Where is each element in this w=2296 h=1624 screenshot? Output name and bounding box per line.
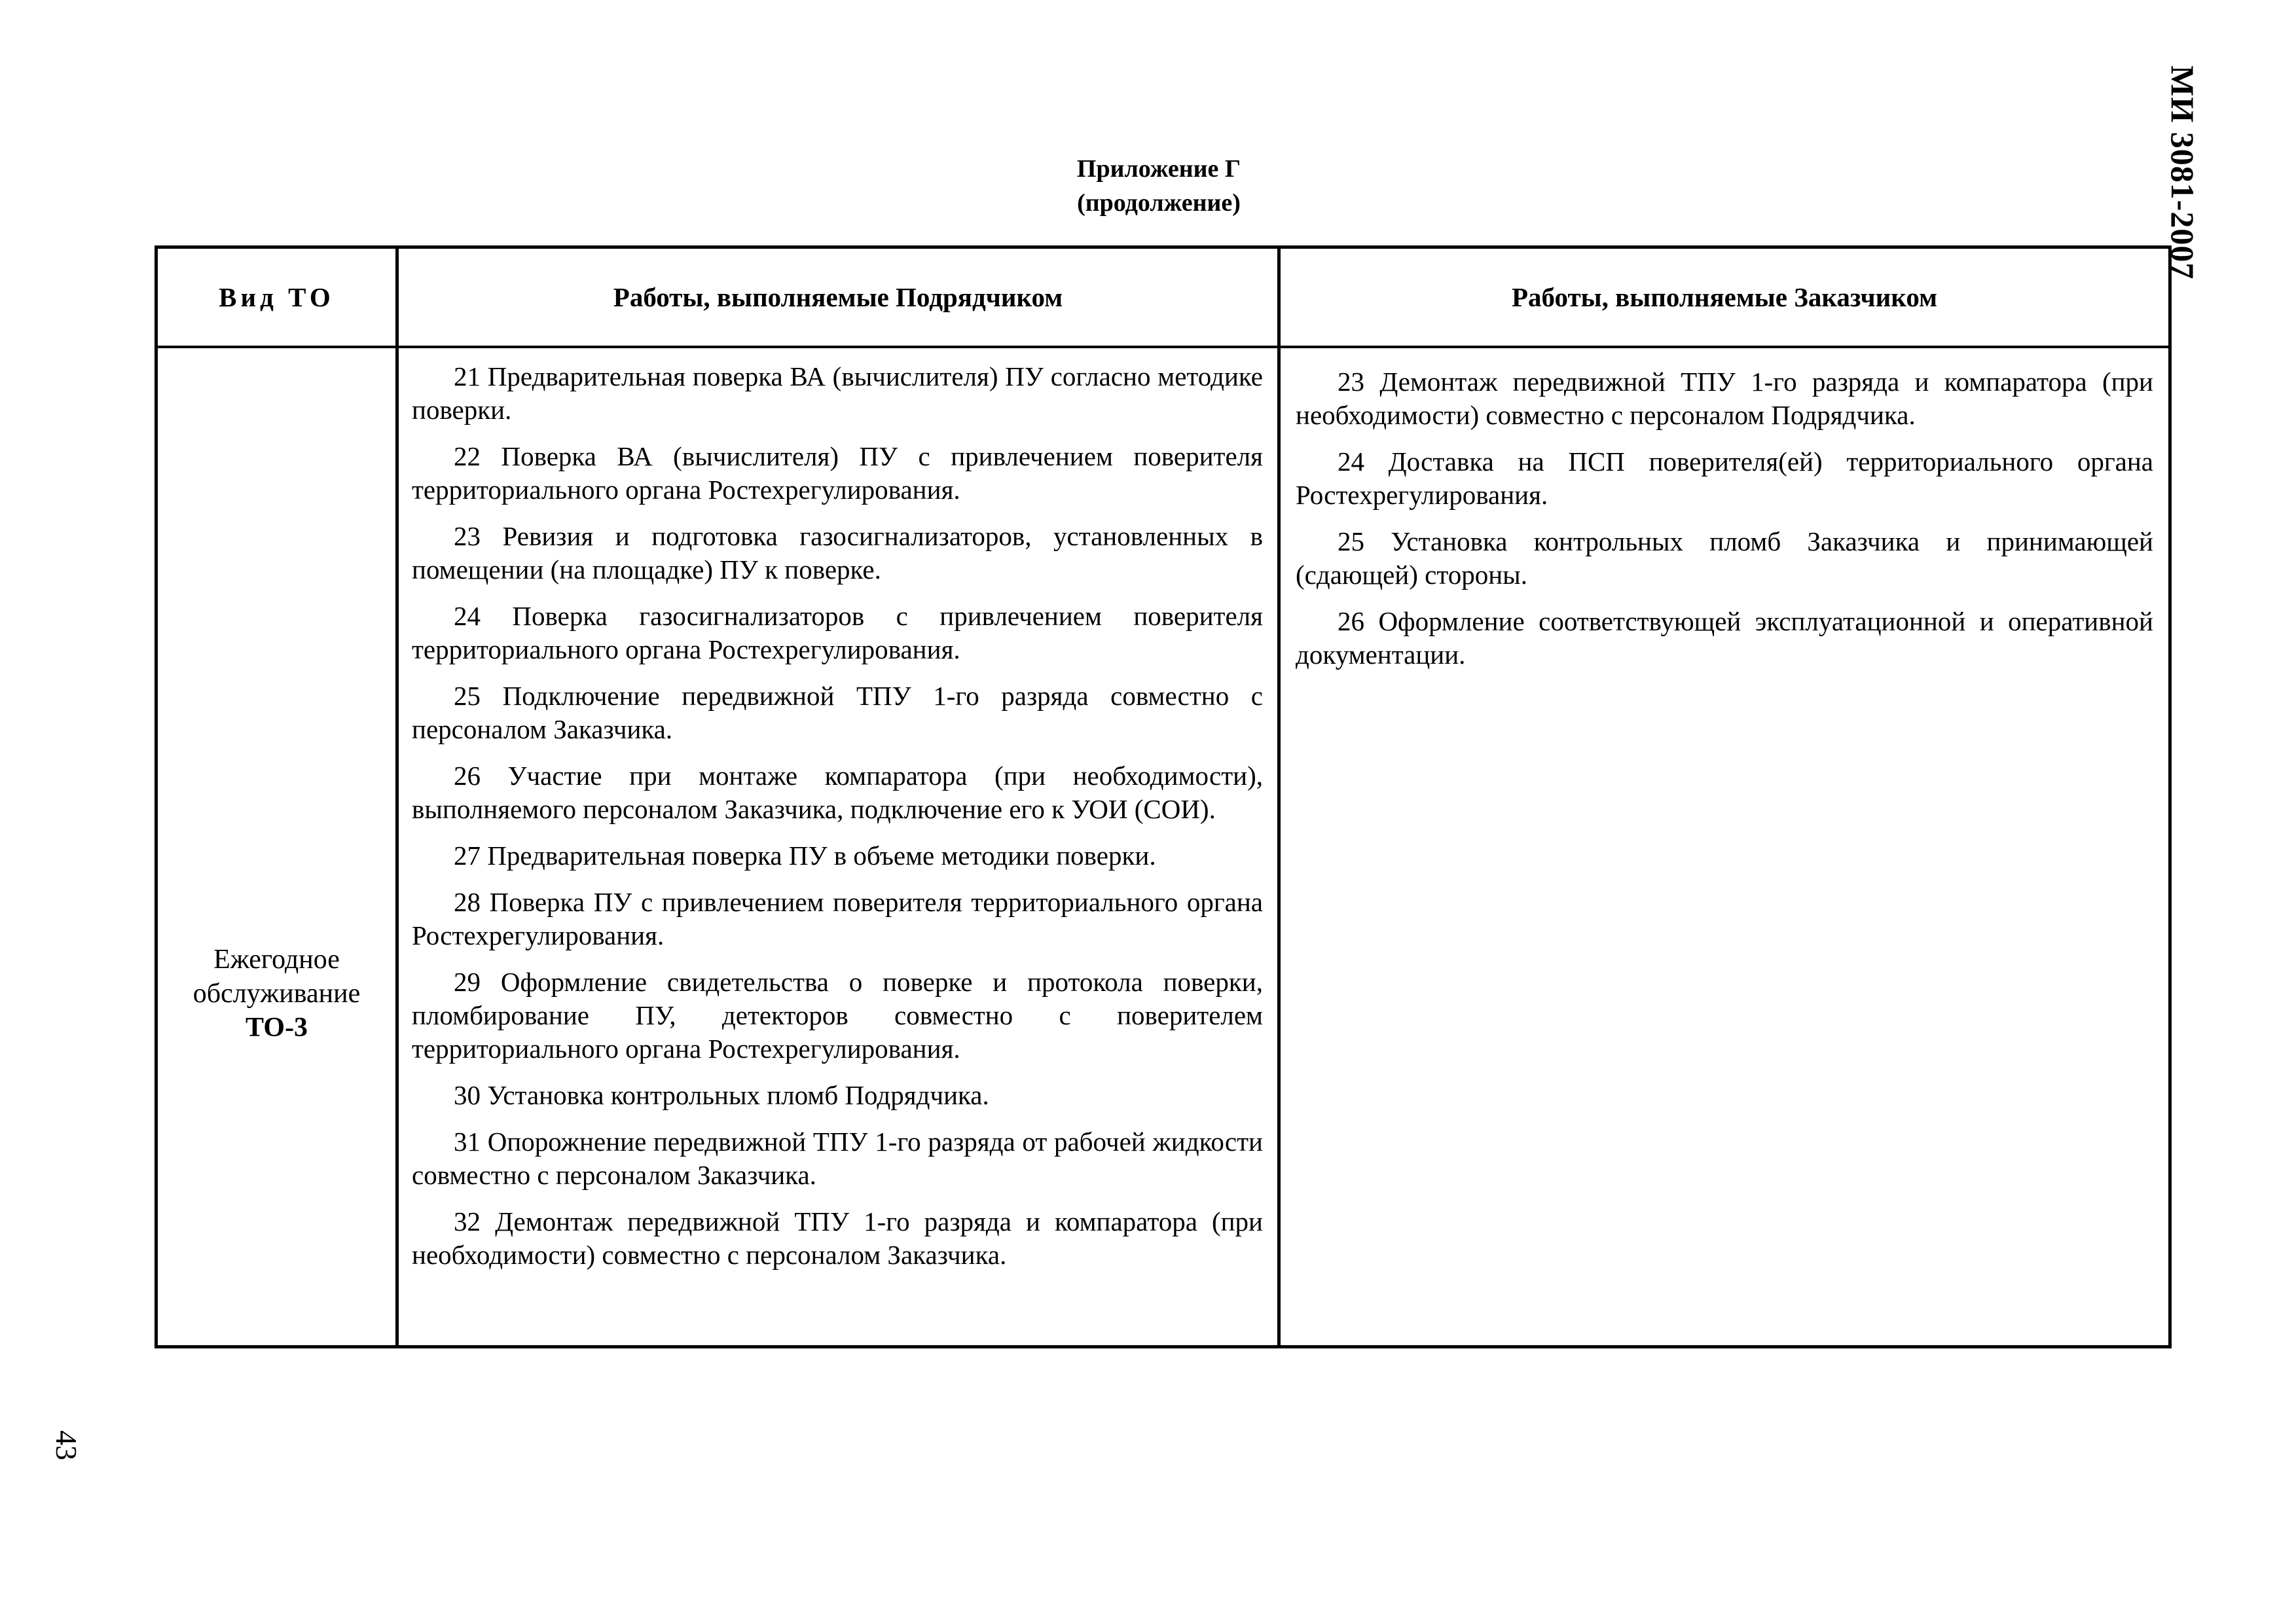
contractor-item: 22 Поверка ВА (вычислителя) ПУ с привлечением поверителя территориального органа Ростехрегулирования. xyxy=(412,441,1263,505)
page-number: 43 xyxy=(50,1430,83,1460)
contractor-works-cell xyxy=(412,360,1263,1285)
customer-item: 26 Оформление соответствующей эксплуатационной и оперативной документации. xyxy=(1296,606,2153,670)
document-code: МИ 3081-2007 xyxy=(2164,65,2201,280)
contractor-item: 26 Участие при монтаже компаратора (при необходимости), выполняемого персоналом Заказчика, подключение его к УОИ (СОИ). xyxy=(412,761,1263,824)
contractor-item: 31 Опорожнение передвижной ТПУ 1-го разряда от рабочей жидкости совместно с персоналом Заказчика. xyxy=(412,1127,1263,1190)
header-divider xyxy=(158,346,2168,348)
appendix-subtitle: (продолжение) xyxy=(1077,189,1241,217)
customer-works-cell xyxy=(1296,365,2153,685)
header-customer: Работы, выполняемые Заказчиком xyxy=(1511,282,1937,312)
appendix-title: Приложение Г xyxy=(1076,155,1241,183)
header-kind: Вид ТО xyxy=(219,282,335,312)
contractor-item: 32 Демонтаж передвижной ТПУ 1-го разряда и компаратора (при необходимости) совместно с персоналом Заказчика. xyxy=(412,1206,1263,1270)
maintenance-table xyxy=(155,245,2172,1348)
contractor-item: 28 Поверка ПУ с привлечением поверителя территориального органа Ростехрегулирования. xyxy=(412,887,1263,950)
maintenance-kind-line2: обслуживание xyxy=(192,979,361,1009)
contractor-item: 25 Подключение передвижной ТПУ 1-го разряда совместно с персоналом Заказчика. xyxy=(412,681,1263,744)
maintenance-kind-line1: Ежегодное xyxy=(213,945,340,975)
column-divider-2 xyxy=(1277,249,1281,1345)
maintenance-kind-cell xyxy=(158,943,395,1045)
contractor-item: 29 Оформление свидетельства о поверке и протокола поверки, пломбирование ПУ, детекторов совместно с поверителем территориального органа Ростехрегулирования. xyxy=(412,967,1263,1064)
customer-item: 23 Демонтаж передвижной ТПУ 1-го разряда и компаратора (при необходимости) совместно с персоналом Подрядчика. xyxy=(1296,367,2153,430)
appendix-heading xyxy=(799,152,1519,220)
maintenance-kind-code: ТО-3 xyxy=(245,1013,308,1043)
customer-item: 25 Установка контрольных пломб Заказчика и принимающей (сдающей) стороны. xyxy=(1296,526,2153,590)
contractor-item: 23 Ревизия и подготовка газосигнализаторов, установленных в помещении (на площадке) ПУ к поверке. xyxy=(412,521,1263,585)
contractor-item: 24 Поверка газосигнализаторов с привлечением поверителя территориального органа Ростехрегулирования. xyxy=(412,601,1263,664)
column-divider-1 xyxy=(395,249,399,1345)
customer-item: 24 Доставка на ПСП поверителя(ей) территориального органа Ростехрегулирования. xyxy=(1296,446,2153,510)
contractor-item: 30 Установка контрольных пломб Подрядчика. xyxy=(454,1080,989,1110)
contractor-item: 27 Предварительная поверка ПУ в объеме методики поверки. xyxy=(454,840,1156,871)
contractor-item: 21 Предварительная поверка ВА (вычислителя) ПУ согласно методике поверки. xyxy=(412,361,1263,425)
header-contractor: Работы, выполняемые Подрядчиком xyxy=(613,282,1063,312)
